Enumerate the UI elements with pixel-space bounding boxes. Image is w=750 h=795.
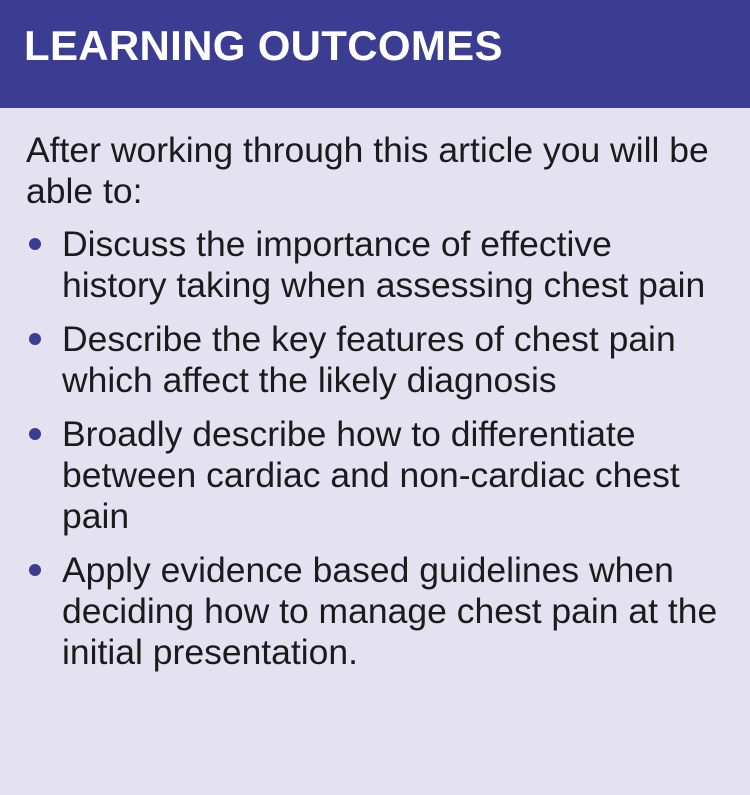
outcomes-list — [26, 224, 726, 673]
bullet-icon — [29, 333, 41, 345]
outcome-item — [26, 414, 726, 537]
outcome-item — [26, 550, 726, 673]
outcome-item — [26, 224, 726, 306]
outcome-text: Apply evidence based guidelines when deciding how to manage chest pain at the initial presentation. — [62, 550, 718, 672]
outcome-text: Describe the key features of chest pain which affect the likely diagnosis — [62, 319, 676, 400]
header-title: LEARNING OUTCOMES — [24, 22, 503, 69]
bullet-icon — [29, 564, 41, 576]
outcome-item — [26, 319, 726, 401]
outcome-text: Broadly describe how to differentiate between cardiac and non-cardiac chest pain — [62, 414, 680, 536]
bullet-icon — [29, 428, 41, 440]
outcome-text: Discuss the importance of effective history taking when assessing chest pain — [62, 224, 706, 305]
intro-text: After working through this article you will be able to: — [26, 130, 709, 211]
bullet-icon — [29, 238, 41, 250]
learning-outcomes-header — [0, 0, 750, 108]
learning-outcomes-content — [0, 108, 750, 673]
